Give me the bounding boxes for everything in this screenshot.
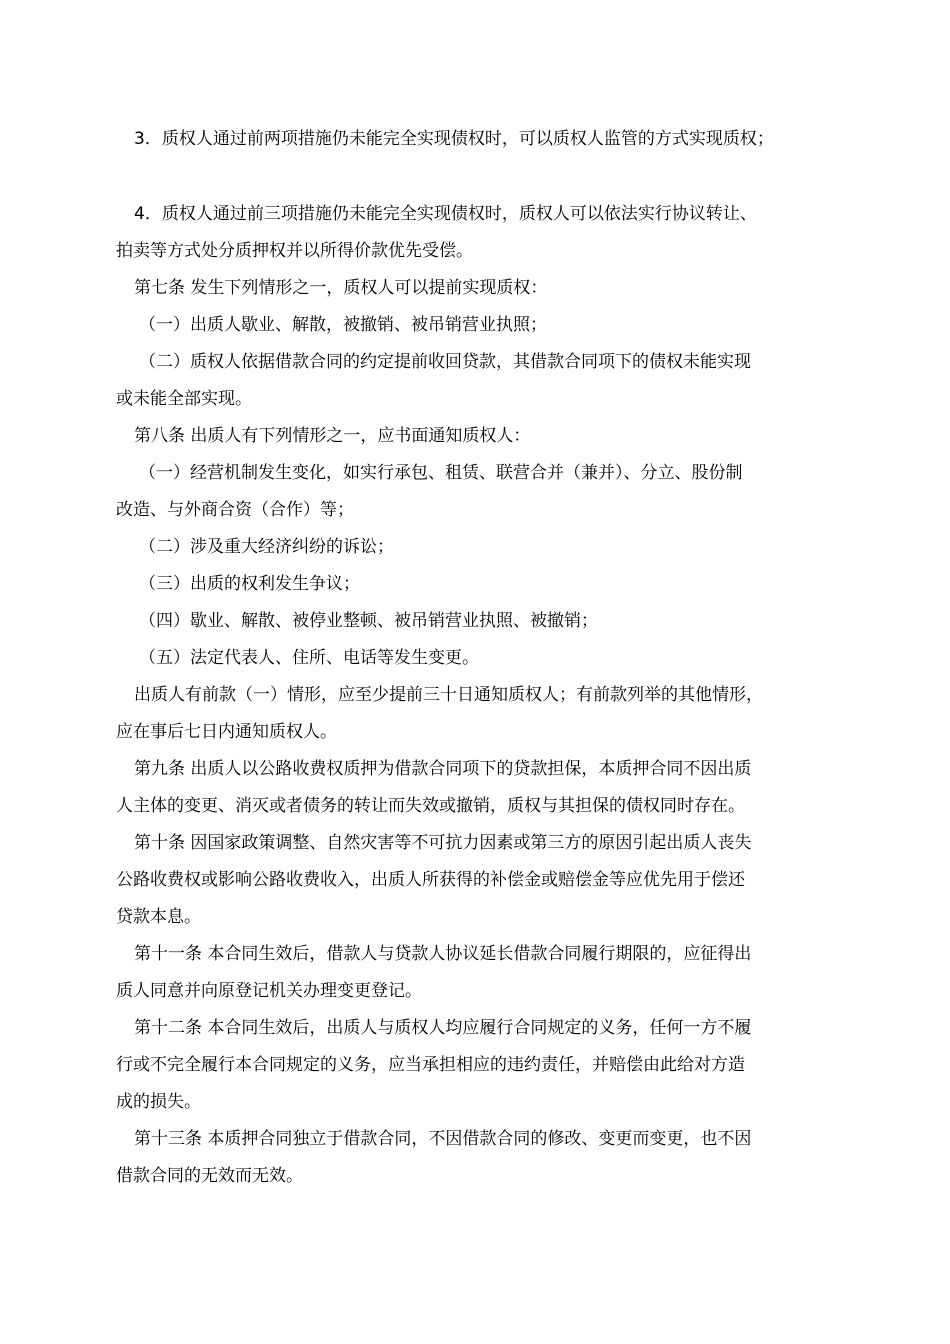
clause-line: 成的损失。: [116, 1092, 201, 1112]
clause-line: （一）经营机制发生变化，如实行承包、租赁、联营合并（兼并）、分立、股份制: [139, 463, 743, 483]
article-11-heading: 第十一条 本合同生效后，借款人与贷款人协议延长借款合同履行期限的，应征得出: [134, 944, 752, 964]
clause-line: 改造、与外商合资（合作）等；: [116, 500, 354, 520]
article-9-heading: 第九条 出质人以公路收费权质押为借款合同项下的贷款担保，本质押合同不因出质: [134, 759, 752, 779]
article-12-heading: 第十二条 本合同生效后，出质人与质权人均应履行合同规定的义务，任何一方不履: [134, 1018, 752, 1038]
clause-line: 出质人有前款（一）情形，应至少提前三十日通知质权人；有前款列举的其他情形，: [134, 685, 763, 705]
clause-line: （五）法定代表人、住所、电话等发生变更。: [139, 648, 479, 668]
clause-line: 借款合同的无效而无效。: [116, 1166, 303, 1186]
clause-line: 3．质权人通过前两项措施仍未能完全实现债权时，可以质权人监管的方式实现质权；: [134, 129, 774, 149]
article-8-heading: 第八条 出质人有下列情形之一，应书面通知质权人：: [134, 426, 531, 446]
clause-line: （一）出质人歇业、解散，被撤销、被吊销营业执照；: [139, 315, 547, 335]
clause-line: 或未能全部实现。: [116, 389, 252, 409]
clause-line: 人主体的变更、消灭或者债务的转让而失效或撤销，质权与其担保的债权同时存在。: [116, 796, 745, 816]
clause-line: 应在事后七日内通知质权人。: [116, 722, 337, 742]
clause-line: 拍卖等方式处分质押权并以所得价款优先受偿。: [116, 241, 473, 261]
clause-line: 贷款本息。: [116, 907, 201, 927]
clause-line: （四）歇业、解散、被停业整顿、被吊销营业执照、被撤销；: [139, 611, 598, 631]
clause-line: （二）质权人依据借款合同的约定提前收回贷款，其借款合同项下的债权未能实现: [139, 352, 751, 372]
clause-line: （三）出质的权利发生争议；: [139, 574, 360, 594]
clause-line: 4．质权人通过前三项措施仍未能完全实现债权时，质权人可以依法实行协议转让、: [134, 204, 757, 224]
article-10-heading: 第十条 因国家政策调整、自然灾害等不可抗力因素或第三方的原因引起出质人丧失: [134, 833, 752, 853]
clause-line: 行或不完全履行本合同规定的义务，应当承担相应的违约责任，并赔偿由此给对方造: [116, 1055, 745, 1075]
article-13-heading: 第十三条 本质押合同独立于借款合同，不因借款合同的修改、变更而变更，也不因: [134, 1129, 752, 1149]
article-7-heading: 第七条 发生下列情形之一，质权人可以提前实现质权：: [134, 278, 548, 298]
clause-line: （二）涉及重大经济纠纷的诉讼；: [139, 537, 394, 557]
clause-line: 质人同意并向原登记机关办理变更登记。: [116, 981, 422, 1001]
clause-line: 公路收费权或影响公路收费收入，出质人所获得的补偿金或赔偿金等应优先用于偿还: [116, 870, 745, 890]
